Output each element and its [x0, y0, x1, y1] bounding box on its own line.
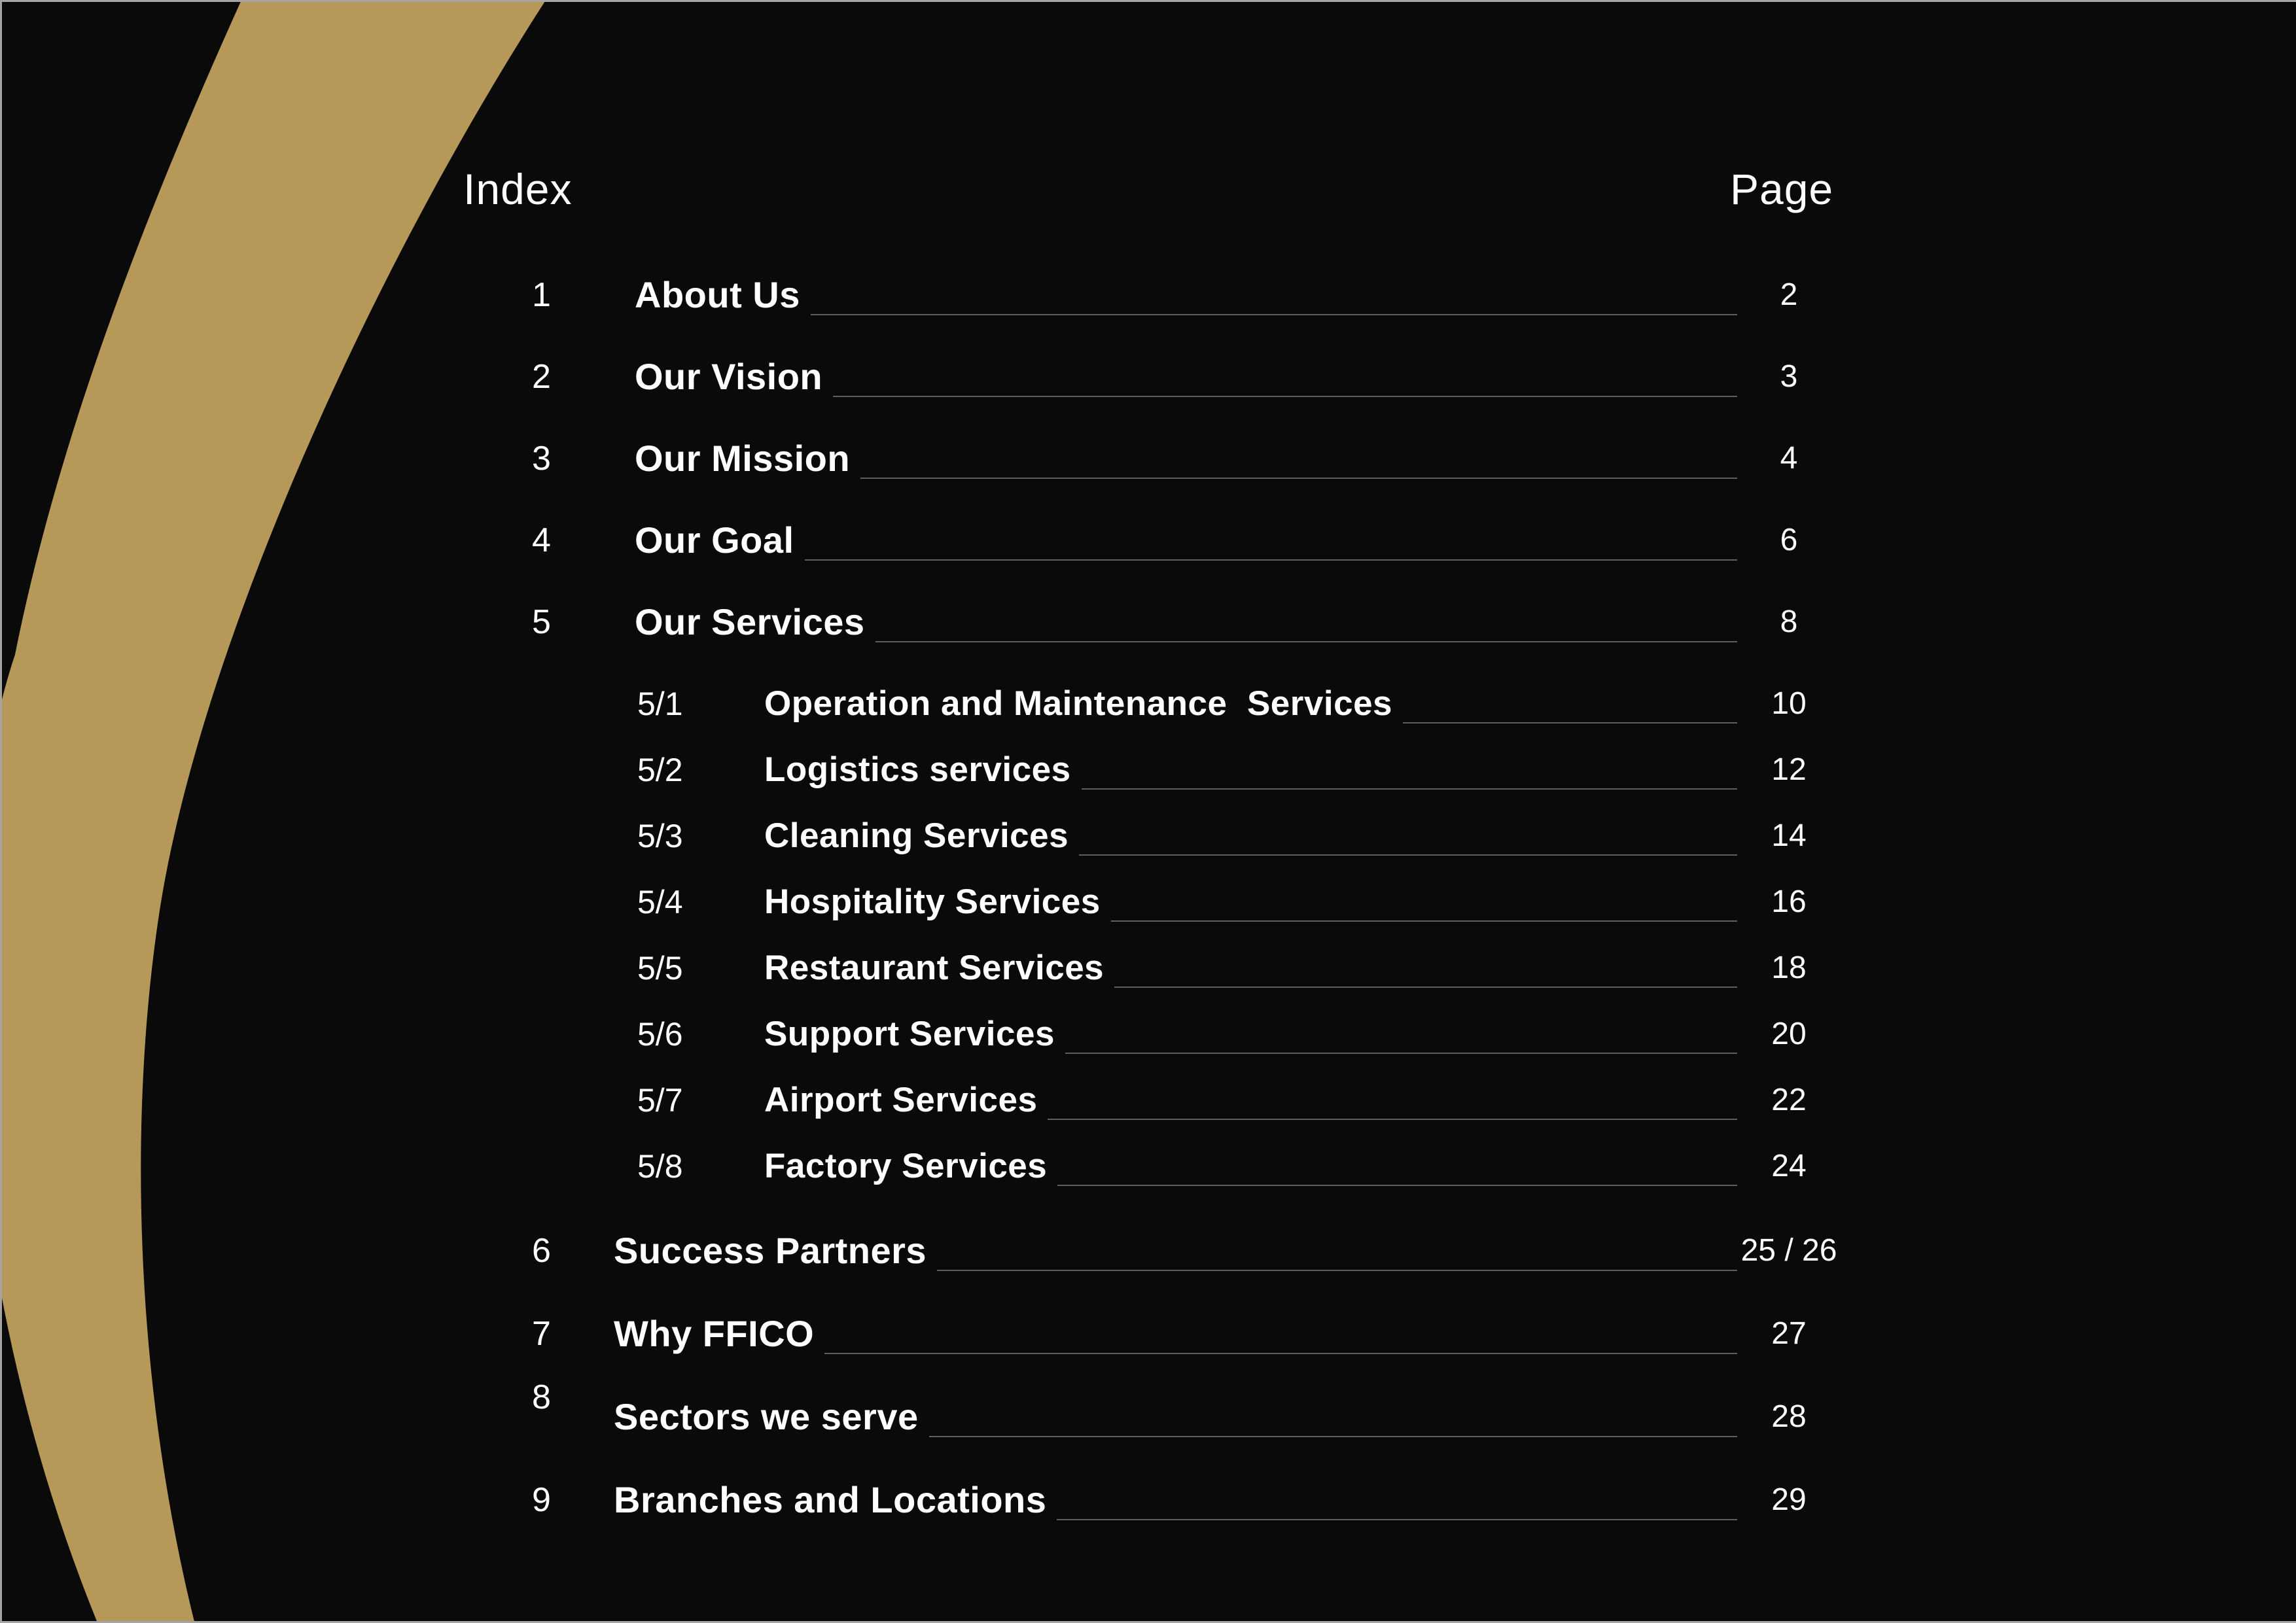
toc-item-page: 29 [1771, 1482, 1807, 1517]
toc-row [525, 1375, 1841, 1458]
toc-item-number: 5/3 [637, 817, 683, 854]
leader-line [1065, 1001, 1737, 1054]
toc-item-page: 28 [1771, 1399, 1807, 1434]
leader-line [1057, 1458, 1737, 1520]
toc-item-number: 4 [532, 521, 551, 559]
toc-item-label: Restaurant Services [764, 949, 1104, 987]
toc-item-label: Sectors we serve [614, 1396, 919, 1437]
toc-item-page: 25 / 26 [1740, 1233, 1837, 1268]
toc-item-number: 7 [532, 1314, 551, 1353]
leader-line [824, 1292, 1737, 1354]
toc-item-label: Operation and Maintenance Services [764, 684, 1393, 723]
leader-line [1079, 803, 1737, 856]
toc-row [525, 417, 1841, 499]
toc-item-number: 5/2 [637, 751, 683, 788]
toc-row [525, 803, 1841, 869]
leader-line [860, 417, 1737, 479]
toc-item-label: Airport Services [764, 1081, 1038, 1119]
toc-item-label: Our Services [635, 601, 865, 642]
toc-row [525, 1133, 1841, 1199]
toc-item-number: 5/4 [637, 883, 683, 920]
toc-item-number: 5/8 [637, 1147, 683, 1185]
leader-line [805, 499, 1737, 561]
toc-item-page: 12 [1771, 752, 1807, 787]
leader-line [833, 336, 1737, 397]
leader-line [875, 581, 1737, 642]
toc-item-number: 3 [532, 439, 551, 478]
toc-item-label: Why FFICO [614, 1313, 815, 1354]
toc-item-label: Factory Services [764, 1147, 1048, 1185]
toc-item-number: 8 [532, 1378, 551, 1416]
toc-row [525, 1458, 1841, 1541]
toc-item-label: Our Vision [635, 356, 823, 397]
toc-item-page: 6 [1780, 523, 1798, 557]
toc-item-page: 8 [1780, 604, 1798, 639]
page-heading: Page [1730, 165, 1834, 213]
leader-line [937, 1209, 1737, 1271]
toc-item-page: 4 [1780, 441, 1798, 476]
toc-item-label: Support Services [764, 1015, 1055, 1053]
toc-row [525, 1209, 1841, 1292]
toc-item-number: 5/1 [637, 685, 683, 722]
toc-item-label: Success Partners [614, 1230, 927, 1271]
toc-row [525, 737, 1841, 803]
leader-line [1048, 1067, 1737, 1120]
toc-item-label: Our Mission [635, 438, 851, 479]
toc-row [525, 581, 1841, 663]
toc-row [525, 336, 1841, 417]
toc-item-page: 3 [1780, 359, 1798, 394]
toc-item-number: 5/6 [637, 1015, 683, 1053]
toc-item-label: Cleaning Services [764, 816, 1069, 855]
toc-item-page: 14 [1771, 818, 1807, 853]
toc-item-number: 5 [532, 602, 551, 641]
leader-line [929, 1375, 1737, 1437]
toc-item-label: Hospitality Services [764, 882, 1101, 921]
leader-line [1057, 1133, 1737, 1186]
toc-item-label: Logistics services [764, 750, 1071, 789]
leader-line [811, 254, 1737, 315]
toc-row [525, 671, 1841, 737]
toc-item-page: 2 [1780, 277, 1798, 312]
toc-row [525, 869, 1841, 935]
toc-item-page: 22 [1771, 1083, 1807, 1117]
toc-item-page: 27 [1771, 1316, 1807, 1351]
toc-item-number: 5/7 [637, 1081, 683, 1119]
toc-row [525, 499, 1841, 581]
toc-item-page: 10 [1771, 686, 1807, 721]
toc-item-page: 16 [1771, 884, 1807, 919]
toc-item-label: Our Goal [635, 519, 794, 561]
toc-item-label: About Us [635, 274, 800, 315]
toc-item-number: 9 [532, 1480, 551, 1519]
toc-item-number: 6 [532, 1231, 551, 1270]
toc-row [525, 254, 1841, 336]
toc-row [525, 1067, 1841, 1133]
toc-item-number: 1 [532, 275, 551, 314]
index-heading: Index [463, 165, 573, 213]
toc-row [525, 1001, 1841, 1067]
toc-row [525, 935, 1841, 1001]
table-of-contents [525, 254, 1841, 1541]
leader-line [1114, 935, 1737, 988]
toc-item-label: Branches and Locations [614, 1479, 1047, 1520]
toc-row [525, 1292, 1841, 1375]
leader-line [1082, 737, 1737, 790]
leader-line [1111, 869, 1737, 922]
leader-line [1403, 671, 1737, 724]
toc-item-number: 2 [532, 357, 551, 396]
toc-item-page: 18 [1771, 951, 1807, 985]
toc-item-page: 24 [1771, 1149, 1807, 1183]
toc-item-page: 20 [1771, 1017, 1807, 1051]
toc-item-number: 5/5 [637, 949, 683, 986]
